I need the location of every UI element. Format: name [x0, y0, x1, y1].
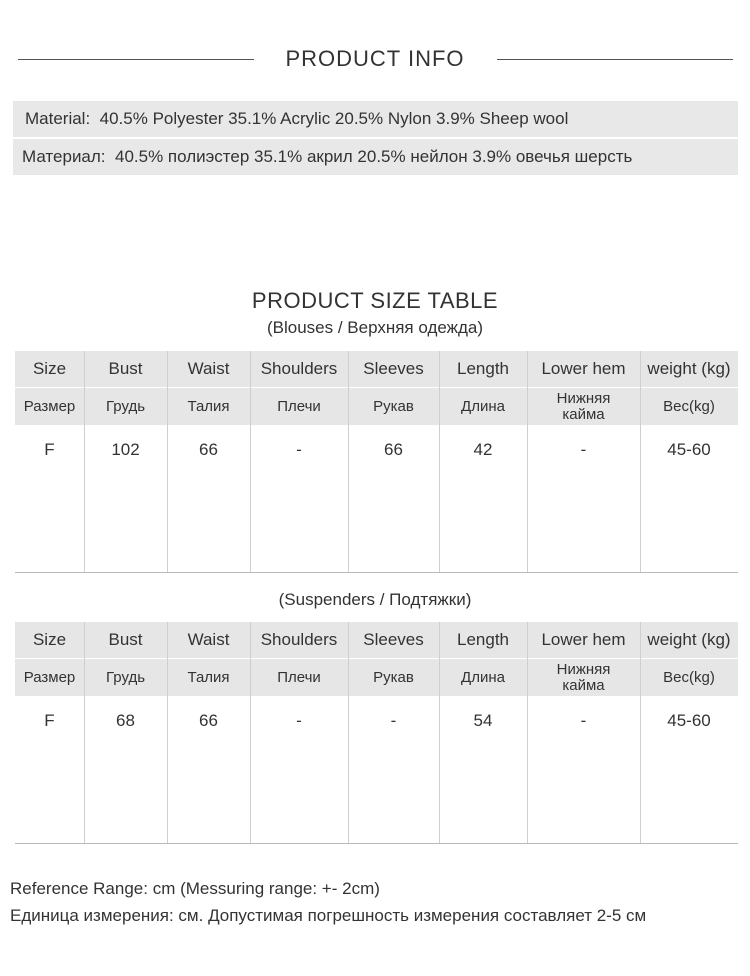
cell-weight: Вес(kg)	[663, 397, 715, 415]
column-separator	[250, 622, 251, 843]
size-table-blouses	[15, 351, 738, 573]
cell-lower-hem: -	[580, 440, 587, 459]
cell-weight: weight (kg)	[647, 630, 731, 649]
cell-weight: weight (kg)	[647, 359, 731, 378]
cell-lower-hem: Нижняя кайма	[556, 660, 611, 694]
cell-length: 42	[473, 440, 493, 459]
table-bottom-border	[15, 572, 738, 573]
material-en-label: Material:	[25, 109, 91, 128]
cell-bust: Bust	[108, 630, 143, 649]
cell-weight: Вес(kg)	[663, 668, 715, 686]
product-info-title: PRODUCT INFO	[285, 46, 465, 71]
cell-length: Длина	[461, 668, 505, 686]
column-separator	[167, 622, 168, 843]
cell-bust: 102	[111, 440, 140, 459]
table-value-row	[15, 426, 738, 572]
column-separator	[348, 351, 349, 572]
cell-shoulders: -	[296, 711, 302, 730]
cell-shoulders: Shoulders	[260, 630, 338, 649]
column-separator	[167, 351, 168, 572]
cell-sleeves: Рукав	[373, 397, 414, 415]
cell-size: Size	[32, 630, 67, 649]
cell-size: Size	[32, 359, 67, 378]
cell-size: Размер	[23, 397, 76, 415]
table-subtitle-suspenders: (Suspenders / Подтяжки)	[278, 590, 472, 609]
column-separator	[527, 351, 528, 572]
column-separator	[348, 622, 349, 843]
cell-waist: Waist	[187, 630, 230, 649]
column-separator	[84, 351, 85, 572]
cell-length: Length	[457, 630, 509, 649]
table-header-ru	[15, 388, 738, 425]
cell-waist: Waist	[187, 359, 230, 378]
table-header-ru	[15, 659, 738, 696]
cell-waist: Талия	[187, 397, 230, 415]
cell-bust: Грудь	[105, 397, 146, 415]
cell-waist: 66	[199, 711, 218, 730]
cell-sleeves: 66	[384, 440, 403, 459]
size-table-suspenders	[15, 622, 738, 844]
cell-shoulders: -	[296, 440, 302, 459]
cell-bust: Грудь	[105, 668, 146, 686]
cell-sleeves: Рукав	[373, 668, 414, 686]
cell-sleeves: Sleeves	[363, 359, 424, 378]
cell-sleeves: Sleeves	[363, 630, 424, 649]
size-table-title: PRODUCT SIZE TABLE	[251, 288, 499, 313]
table-bottom-border	[15, 843, 738, 844]
cell-weight: 45-60	[667, 711, 711, 730]
table-header-en	[15, 622, 738, 658]
cell-lower-hem: Lower hem	[541, 630, 626, 649]
column-separator	[250, 351, 251, 572]
cell-lower-hem: Нижняя кайма	[556, 389, 611, 423]
column-separator	[527, 622, 528, 843]
cell-bust: Bust	[108, 359, 143, 378]
cell-bust: 68	[116, 711, 135, 730]
cell-lower-hem: -	[580, 711, 587, 730]
cell-length: 54	[473, 711, 493, 730]
cell-shoulders: Плечи	[277, 397, 321, 415]
table-header-en	[15, 351, 738, 387]
column-separator	[640, 351, 641, 572]
cell-length: Length	[457, 359, 509, 378]
cell-size: Размер	[23, 668, 76, 686]
material-ru-label: Материал:	[22, 147, 106, 166]
cell-shoulders: Плечи	[277, 668, 321, 686]
column-separator	[439, 622, 440, 843]
cell-size: F	[44, 711, 55, 730]
cell-size: F	[44, 440, 55, 459]
cell-waist: Талия	[187, 668, 230, 686]
column-separator	[439, 351, 440, 572]
cell-waist: 66	[199, 440, 218, 459]
cell-length: Длина	[461, 397, 505, 415]
column-separator	[640, 622, 641, 843]
table-subtitle-blouses: (Blouses / Верхняя одежда)	[266, 318, 484, 337]
cell-lower-hem: Lower hem	[541, 359, 626, 378]
footer-reference-ru: Единица измерения: см. Допустимая погрешность измерения составляет 2-5 см	[10, 906, 647, 925]
material-ru-value: 40.5% полиэстер 35.1% акрил 20.5% нейлон 3.9% овечья шерсть	[114, 147, 633, 166]
table-value-row	[15, 697, 738, 843]
cell-shoulders: Shoulders	[260, 359, 338, 378]
material-en-row	[13, 101, 738, 137]
column-separator	[84, 622, 85, 843]
cell-weight: 45-60	[667, 440, 711, 459]
material-ru-row	[13, 139, 738, 175]
footer-reference-en: Reference Range: cm (Messuring range: +- 2cm)	[10, 879, 380, 898]
material-en-value: 40.5% Polyester 35.1% Acrylic 20.5% Nylon 3.9% Sheep wool	[99, 109, 569, 128]
cell-sleeves: -	[390, 711, 397, 730]
